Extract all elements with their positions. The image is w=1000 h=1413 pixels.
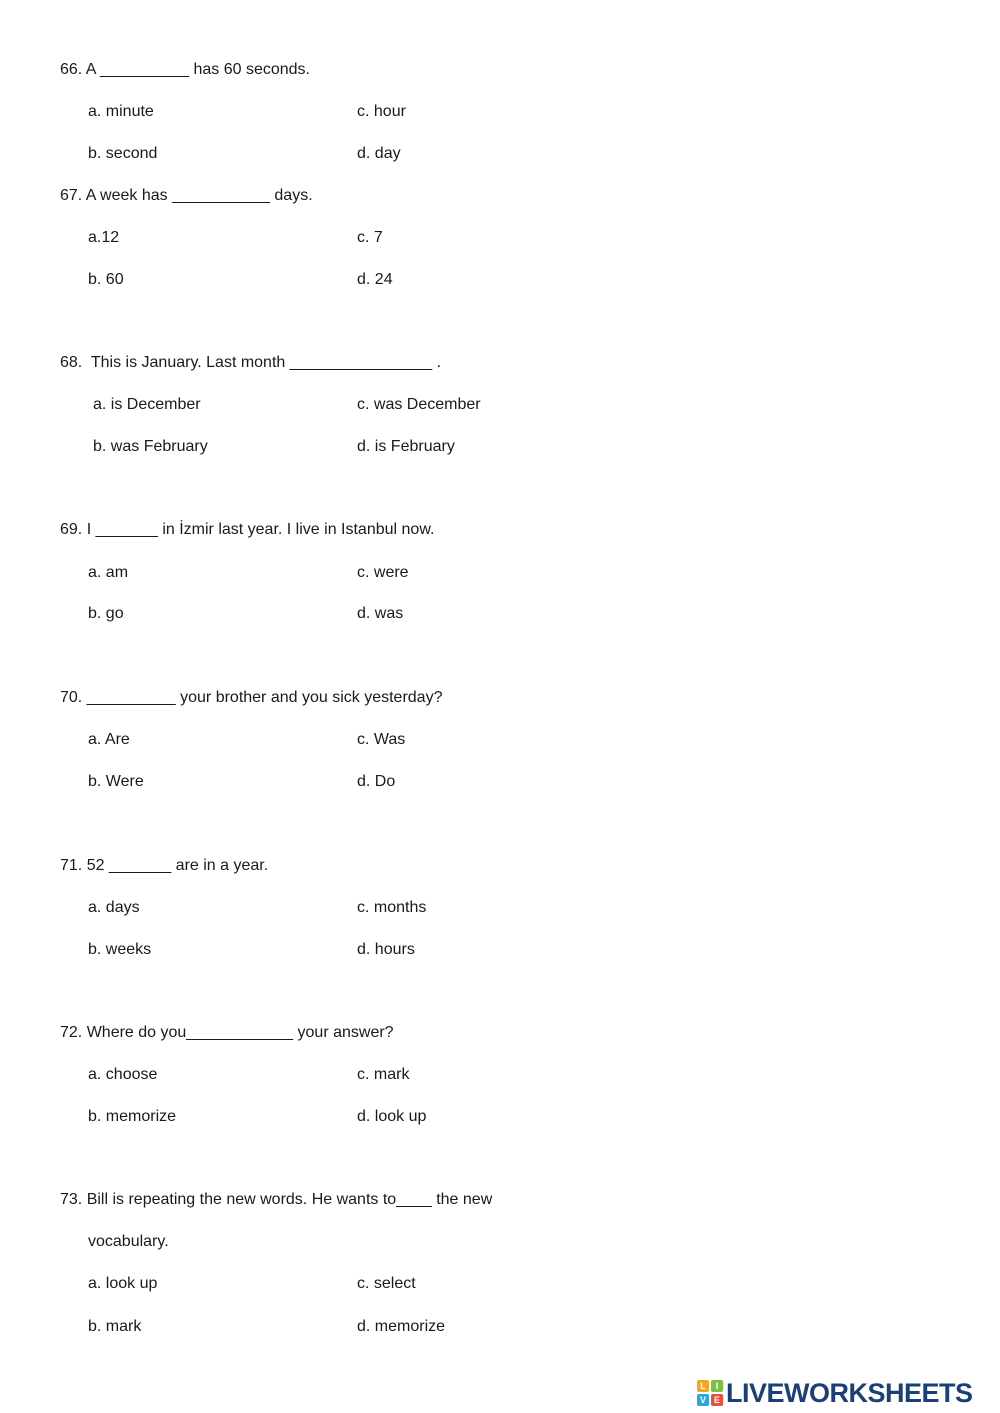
question-66-option-b[interactable]: b. second: [88, 145, 158, 162]
question-68-prompt: 68. This is January. Last month ________________ .: [60, 354, 442, 371]
question-72-option-a[interactable]: a. choose: [88, 1066, 158, 1083]
question-68-option-b[interactable]: b. was February: [93, 438, 208, 455]
question-69-prompt: 69. I _______ in İzmir last year. I live in Istanbul now.: [60, 521, 435, 538]
question-66-prompt: 66. A __________ has 60 seconds.: [60, 61, 310, 78]
question-71-prompt: 71. 52 _______ are in a year.: [60, 857, 269, 874]
question-67-option-a[interactable]: a.12: [88, 229, 120, 246]
question-72-option-d[interactable]: d. look up: [357, 1108, 427, 1125]
question-67-option-c[interactable]: c. 7: [357, 229, 383, 246]
logo-mark-letter-v: V: [697, 1394, 709, 1406]
question-70-option-b[interactable]: b. Were: [88, 773, 144, 790]
question-71-option-a[interactable]: a. days: [88, 899, 140, 916]
question-66-option-c[interactable]: c. hour: [357, 103, 406, 120]
logo-mark-letter-i: I: [711, 1380, 723, 1392]
question-66-option-d[interactable]: d. day: [357, 145, 401, 162]
question-70-prompt: 70. __________ your brother and you sick yesterday?: [60, 689, 443, 706]
logo-mark-letter-l: L: [697, 1380, 709, 1392]
question-73-prompt: 73. Bill is repeating the new words. He wants to____ the new: [60, 1191, 493, 1208]
question-71-option-b[interactable]: b. weeks: [88, 941, 152, 958]
question-73-prompt-continued: vocabulary.: [88, 1233, 169, 1250]
logo-mark-letter-e: E: [711, 1394, 723, 1406]
question-73-option-a[interactable]: a. look up: [88, 1275, 158, 1292]
question-71-option-c[interactable]: c. months: [357, 899, 427, 916]
question-73-option-b[interactable]: b. mark: [88, 1318, 142, 1335]
liveworksheets-mark-icon: [697, 1380, 723, 1406]
question-68-option-c[interactable]: c. was December: [357, 396, 481, 413]
question-69-option-d[interactable]: d. was: [357, 605, 404, 622]
question-70-option-a[interactable]: a. Are: [88, 731, 130, 748]
question-67-option-b[interactable]: b. 60: [88, 271, 124, 288]
question-69-option-a[interactable]: a. am: [88, 564, 129, 581]
question-67-prompt: 67. A week has ___________ days.: [60, 187, 313, 204]
question-73-option-c[interactable]: c. select: [357, 1275, 416, 1292]
question-73-option-d[interactable]: d. memorize: [357, 1318, 446, 1335]
question-70-option-c[interactable]: c. Was: [357, 731, 406, 748]
liveworksheets-logo: [697, 1378, 973, 1408]
question-72-prompt: 72. Where do you____________ your answer?: [60, 1024, 394, 1041]
question-69-option-c[interactable]: c. were: [357, 564, 409, 581]
question-66-option-a[interactable]: a. minute: [88, 103, 154, 120]
question-68-option-a[interactable]: a. is December: [93, 396, 201, 413]
question-68-option-d[interactable]: d. is February: [357, 438, 455, 455]
question-70-option-d[interactable]: d. Do: [357, 773, 396, 790]
question-72-option-b[interactable]: b. memorize: [88, 1108, 177, 1125]
question-67-option-d[interactable]: d. 24: [357, 271, 393, 288]
question-71-option-d[interactable]: d. hours: [357, 941, 415, 958]
question-69-option-b[interactable]: b. go: [88, 605, 124, 622]
question-72-option-c[interactable]: c. mark: [357, 1066, 410, 1083]
liveworksheets-wordmark: LIVEWORKSHEETS: [726, 1377, 973, 1408]
